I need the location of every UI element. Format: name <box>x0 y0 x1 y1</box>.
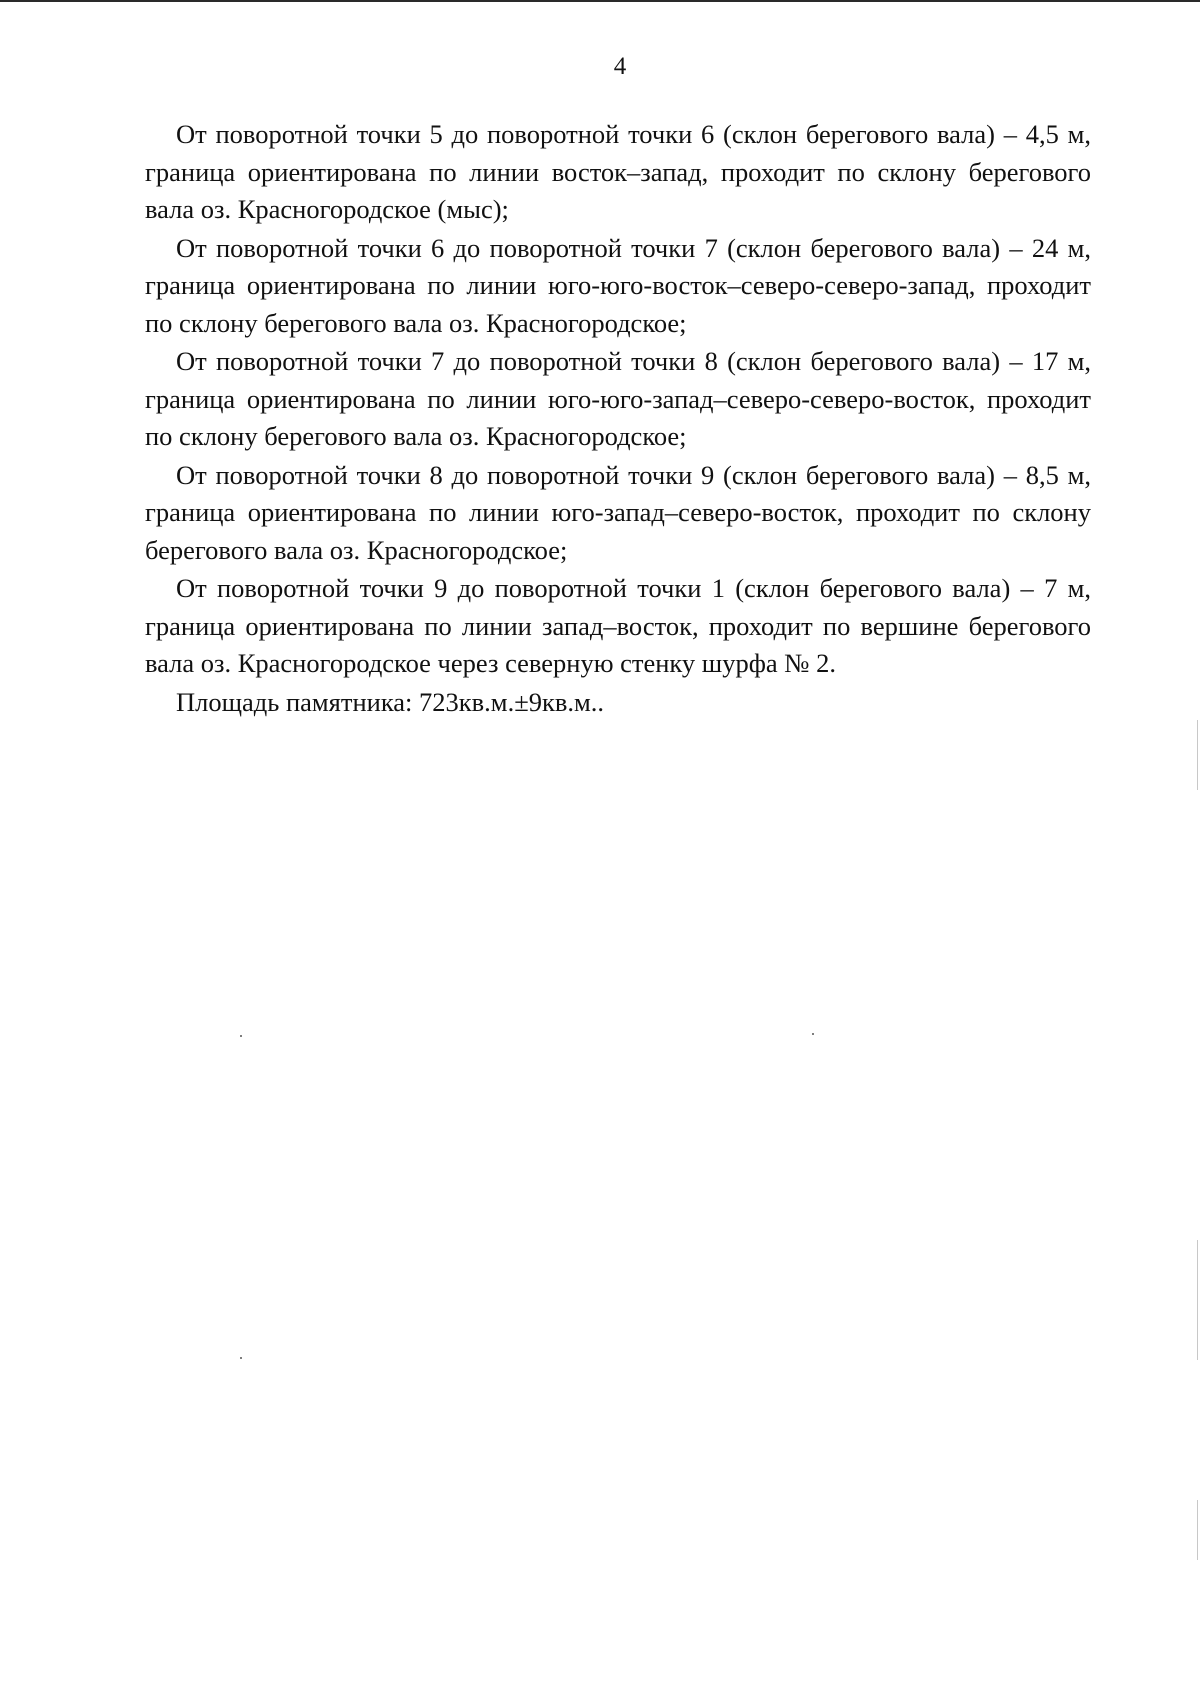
paragraph-segment-9-1: От поворотной точки 9 до поворотной точки 1 (склон берегового вала) – 7 м, граница ориентирована по линии запад–восток, проходит по вершине берегового вала оз. Красногородское через северную стенку шурфа № 2. <box>145 573 1091 678</box>
scan-edge-mark <box>1197 720 1198 790</box>
paragraph-monument-area: Площадь памятника: 723кв.м.±9кв.м.. <box>176 686 605 717</box>
scan-speck <box>812 1033 814 1035</box>
document-body <box>145 116 1091 722</box>
scan-edge-mark <box>1197 1240 1198 1360</box>
scan-edge-mark <box>1197 1500 1198 1560</box>
paragraph-segment-5-6: От поворотной точки 5 до поворотной точки 6 (склон берегового вала) – 4,5 м, граница ориентирована по линии восток–запад, проходит по склону берегового вала оз. Красногородское (мыс); <box>145 119 1091 224</box>
scan-speck <box>240 1035 242 1037</box>
paragraph-segment-7-8: От поворотной точки 7 до поворотной точки 8 (склон берегового вала) – 17 м, граница ориентирована по линии юго-юго-запад–северо-северо-восток, проходит по склону берегового вала оз. Красногородское; <box>145 346 1091 451</box>
scan-top-border <box>0 0 1200 2</box>
page-number: 4 <box>613 53 627 80</box>
scan-speck <box>240 1357 242 1359</box>
paragraph-segment-6-7: От поворотной точки 6 до поворотной точки 7 (склон берегового вала) – 24 м, граница ориентирована по линии юго-юго-восток–северо-северо-запад, проходит по склону берегового вала оз. Красногородское; <box>145 232 1091 338</box>
paragraph-segment-8-9: От поворотной точки 8 до поворотной точки 9 (склон берегового вала) – 8,5 м, граница ориентирована по линии юго-запад–северо-восток, проходит по склону берегового вала оз. Красногородское; <box>145 459 1091 565</box>
